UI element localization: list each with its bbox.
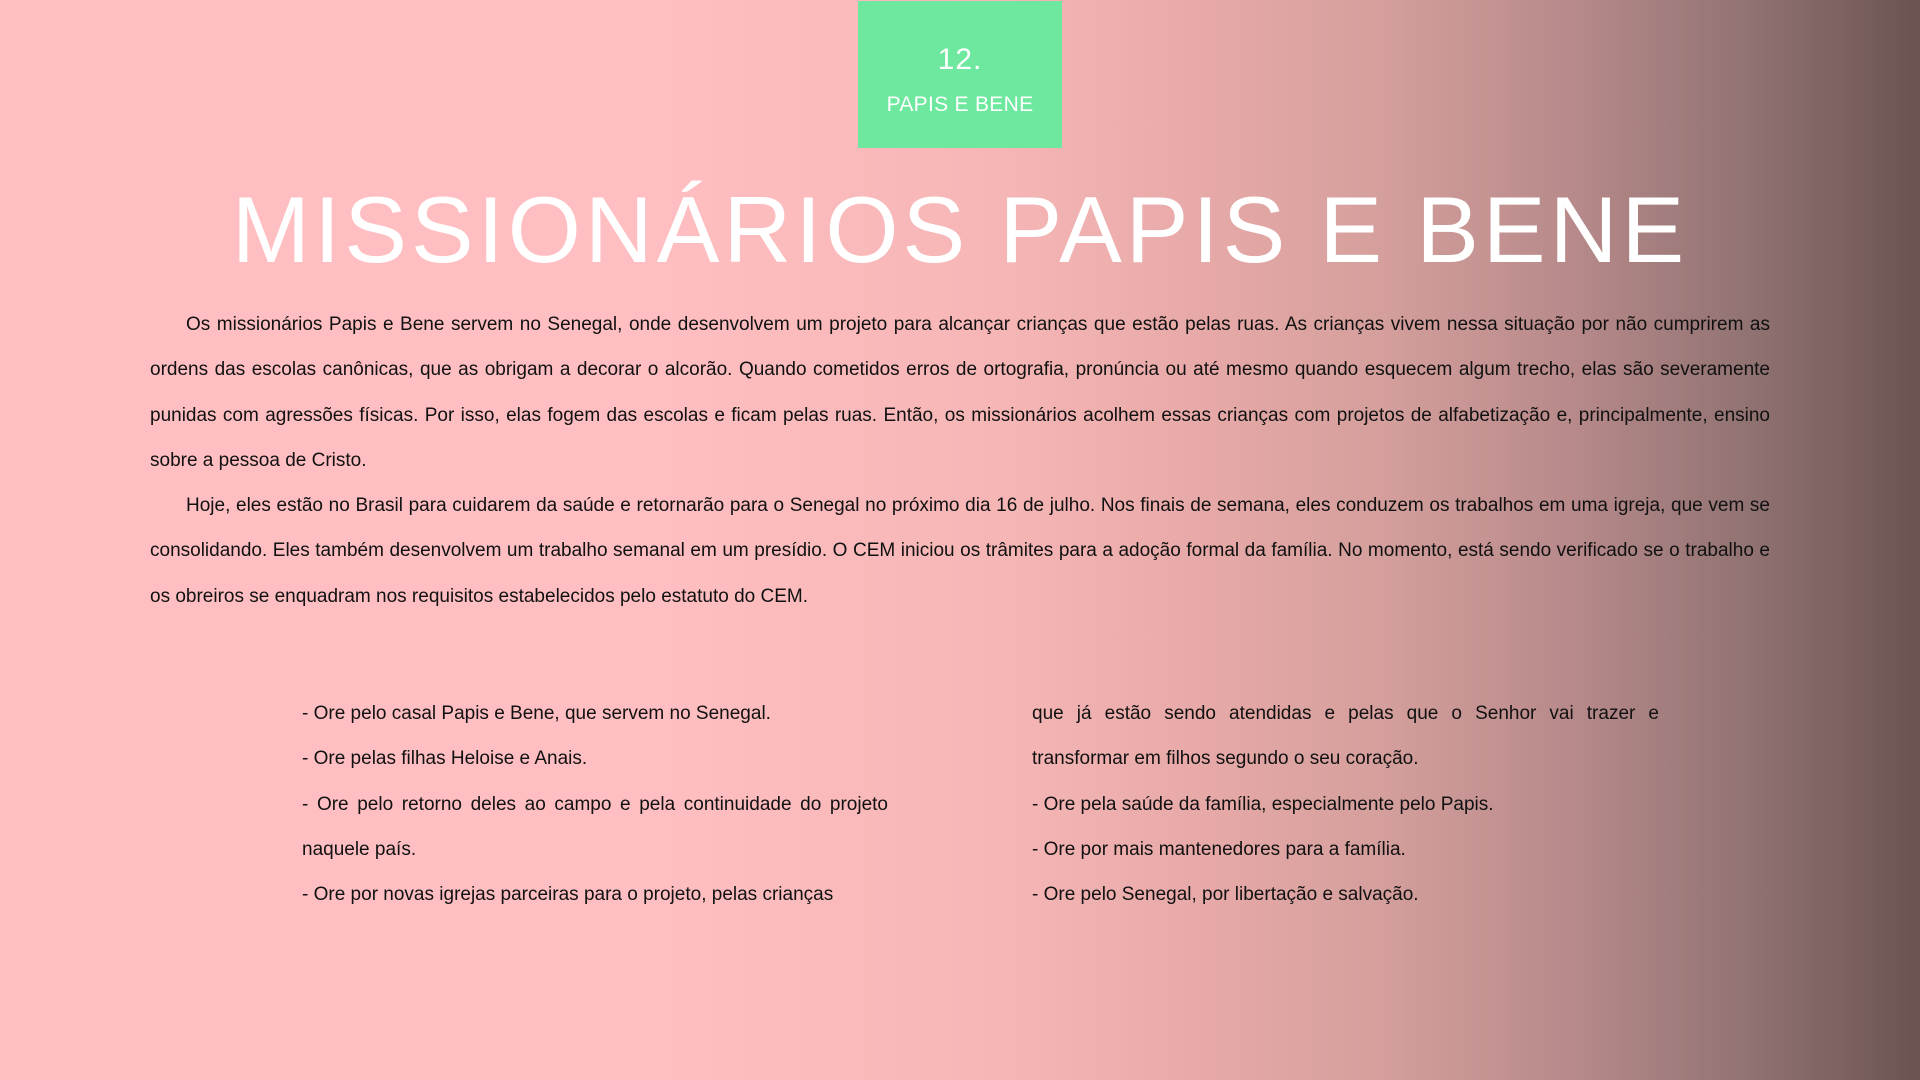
prayer-item: - Ore pelo retorno deles ao campo e pela continuidade do projeto naquele país.	[302, 793, 888, 860]
article-body	[150, 302, 1770, 619]
section-badge	[858, 1, 1062, 148]
prayer-item: - Ore pela saúde da família, especialmente pelo Papis.	[1032, 793, 1494, 815]
section-number: 12.	[937, 43, 983, 76]
prayer-item: - Ore por novas igrejas parceiras para o projeto, pelas crianças	[302, 884, 834, 906]
prayer-item: - Ore por mais mantenedores para a família.	[1032, 838, 1406, 860]
prayer-item: - Ore pelo casal Papis e Bene, que servem no Senegal.	[302, 703, 771, 724]
prayer-item: - Ore pelo Senegal, por libertação e salvação.	[1032, 884, 1419, 906]
page-title: MISSIONÁRIOS PAPIS E BENE	[231, 177, 1689, 282]
prayer-list-left	[302, 691, 888, 917]
article-paragraph: Hoje, eles estão no Brasil para cuidarem da saúde e retornarão para o Senegal no próximo dia 16 de julho. Nos finais de semana, eles conduzem os trabalhos em uma igreja, que vem se consolidando. Eles também desenvolvem um trabalho semanal em um presídio. O CEM iniciou os trâmites para a adoção formal da família. No momento, está sendo verificado se o trabalho e os obreiros se enquadram nos requisitos estabelecidos pelo estatuto do CEM.	[150, 495, 1770, 607]
prayer-item: - Ore pelas filhas Heloise e Anais.	[302, 748, 588, 770]
article-paragraph: Os missionários Papis e Bene servem no Senegal, onde desenvolvem um projeto para alcançar crianças que estão pelas ruas. As crianças vivem nessa situação por não cumprirem as ordens das escolas canônicas, que as obrigam a decorar o alcorão. Quando cometidos erros de ortografia, pronúncia ou até mesmo quando esquecem algum trecho, elas são severamente punidas com agressões físicas. Por isso, elas fogem das escolas e ficam pelas ruas. Então, os missionários acolhem essas crianças com projetos de alfabetização e, principalmente, ensino sobre a pessoa de Cristo.	[150, 314, 1770, 471]
prayer-item: que já estão sendo atendidas e pelas que o Senhor vai trazer e transformar em filhos segundo o seu coração.	[1032, 703, 1659, 770]
section-label: PAPIS E BENE	[886, 93, 1034, 116]
prayer-list-right	[1032, 691, 1659, 917]
